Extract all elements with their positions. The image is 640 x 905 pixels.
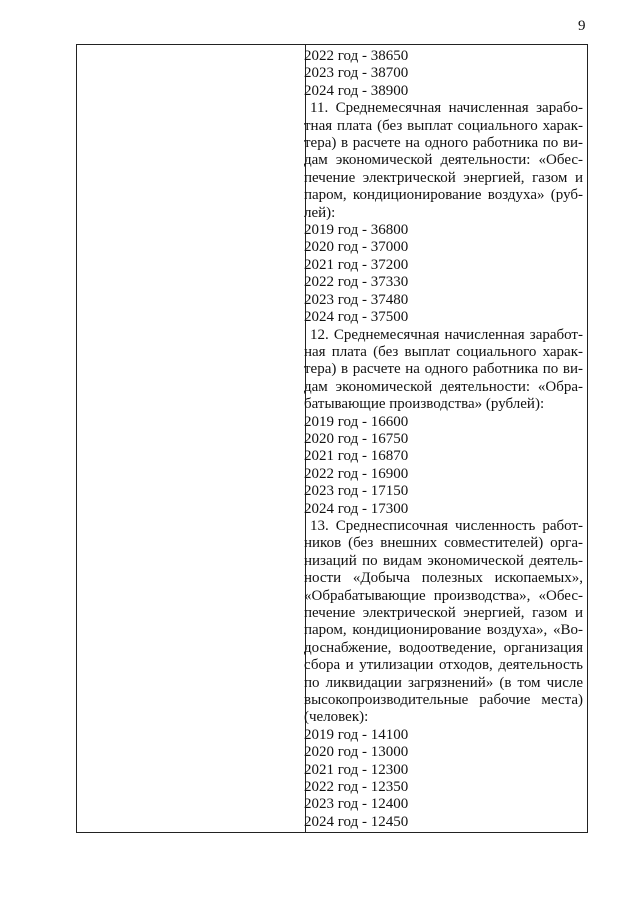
section-13-text: 13. Среднесписочная численность работ- — [310, 517, 583, 534]
value-line: 2024 год - 37500 — [304, 309, 409, 326]
section-11-text: дам экономической деятельности: «Обес- — [304, 152, 583, 169]
section-12-text: тера) в расчете на одного работника по ви- — [304, 361, 583, 378]
value-line: 2023 год - 12400 — [304, 796, 409, 813]
value-line: 2022 год - 38650 — [304, 48, 409, 64]
section-11-text: 11. Среднемесячная начисленная зарабо- — [310, 100, 583, 117]
section-13-text: доснабжение, водоотведение, организация — [304, 639, 583, 656]
section-12-text: 12. Среднемесячная начисленная заработ- — [310, 326, 583, 343]
value-line: 2020 год - 37000 — [304, 239, 409, 256]
section-13-text: сбора и утилизации отходов, деятельность — [304, 657, 583, 674]
section-11-text: тера) в расчете на одного работника по ви- — [304, 135, 583, 152]
table-right-cell — [298, 48, 587, 831]
section-13-text: паром, кондиционирование воздуха», «Во- — [304, 622, 583, 639]
section-11-text: тная плата (без выплат социального харак- — [304, 117, 583, 134]
section-12-text: ная плата (без выплат социального харак- — [304, 343, 583, 360]
section-13-text: ников (без внешних совместителей) орга- — [304, 535, 583, 552]
value-line: 2023 год - 38700 — [304, 65, 409, 82]
value-line: 2024 год - 17300 — [304, 500, 409, 517]
value-line: 2019 год - 36800 — [304, 222, 409, 239]
document-table — [76, 44, 588, 833]
value-line: 2019 год - 14100 — [304, 726, 409, 743]
value-line: 2023 год - 17150 — [304, 483, 409, 500]
section-11-text: печение электрической энергией, газом и — [304, 169, 583, 186]
value-line: 2024 год - 12450 — [304, 813, 409, 830]
value-line: 2021 год - 12300 — [304, 761, 409, 778]
section-13-text: ности «Добыча полезных ископаемых», — [304, 570, 583, 587]
value-line: 2022 год - 37330 — [304, 274, 409, 291]
section-13-text: по ликвидации загрязнений» (в том числе — [304, 674, 583, 691]
value-line: 2023 год - 37480 — [304, 291, 409, 308]
section-11-text: лей): — [304, 204, 336, 221]
section-13-text: низаций по видам экономической деятель- — [304, 552, 583, 569]
section-12-text: батывающие производства» (рублей): — [304, 396, 545, 413]
section-13-text: печение электрической энергией, газом и — [304, 605, 583, 621]
value-line: 2021 год - 37200 — [304, 256, 409, 273]
value-line: 2020 год - 16750 — [304, 430, 409, 447]
value-line: 2022 год - 16900 — [304, 465, 409, 482]
page-number: 9 — [578, 18, 586, 34]
value-line: 2019 год - 16600 — [304, 413, 409, 430]
section-13-text: высокопроизводительные рабочие места) — [304, 692, 583, 709]
section-11-text: паром, кондиционирование воздуха» (руб- — [304, 187, 583, 204]
section-13-text: «Обрабатывающие производства», «Обес- — [304, 587, 583, 604]
table-left-cell — [77, 45, 306, 832]
section-13-text: (человек): — [304, 709, 369, 726]
section-12-text: дам экономической деятельности: «Обра- — [304, 378, 583, 395]
value-line: 2020 год - 13000 — [304, 744, 409, 761]
value-line: 2024 год - 38900 — [304, 82, 409, 99]
value-line: 2021 год - 16870 — [304, 448, 409, 465]
value-line: 2022 год - 12350 — [304, 779, 409, 796]
